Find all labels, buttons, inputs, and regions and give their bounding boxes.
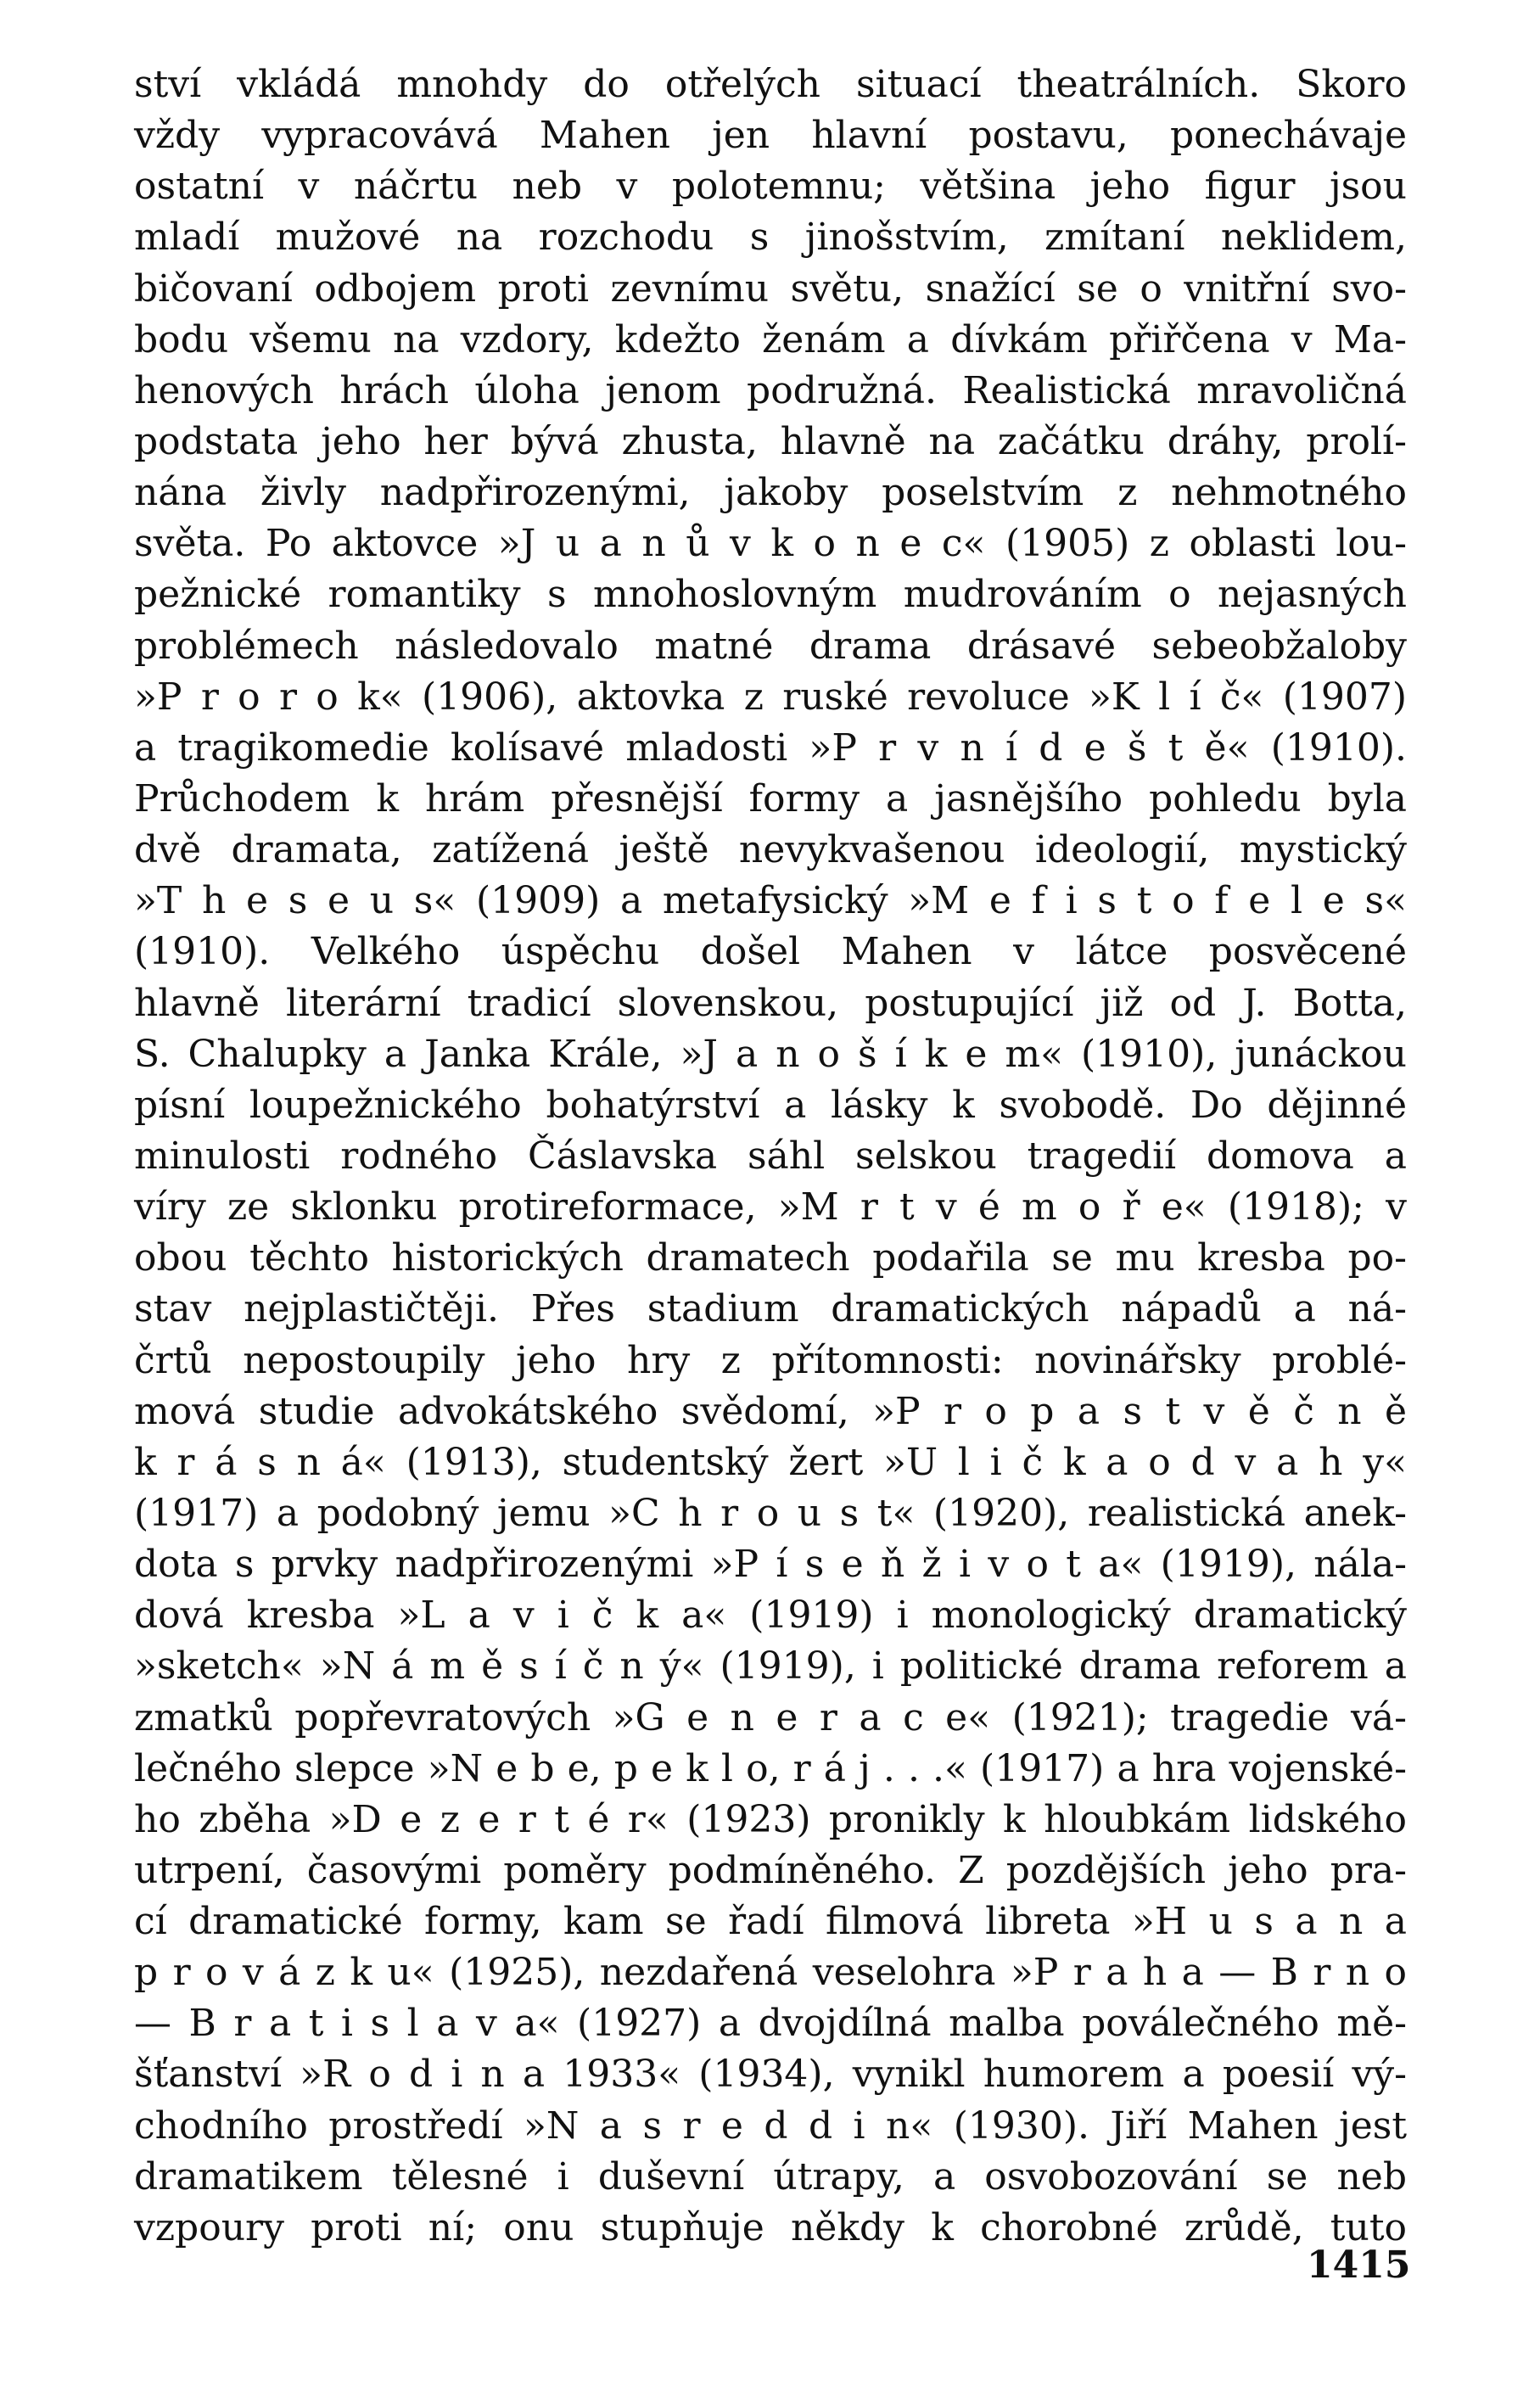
text-line: — B r a t i s l a v a« (1927) a dvojdílná malba poválečného mě- <box>134 2002 1407 2046</box>
text-line: k r á s n á« (1913), studentský žert »U l i č k a o d v a h y« <box>134 1440 1407 1484</box>
text-line: stav nejplastičtěji. Přes stadium dramatických nápadů a ná- <box>134 1287 1407 1331</box>
text-line: bičovaní odbojem proti zevnímu světu, snažící se o vnitřní svo- <box>134 266 1407 311</box>
text-line: šťanství »R o d i n a 1933« (1934), vynikl humorem a poesií vý- <box>134 2053 1407 2097</box>
text-line: zmatků popřevratových »G e n e r a c e« (1921); tragedie vá- <box>134 1695 1407 1739</box>
text-line: črtů nepostoupily jeho hry z přítomnosti: novinářsky problé- <box>134 1338 1407 1382</box>
text-line: vždy vypracovává Mahen jen hlavní postavu, ponechávaje <box>134 114 1407 158</box>
text-line: »T h e s e u s« (1909) a metafysický »M e f i s t o f e l e s« <box>134 879 1407 923</box>
text-line: chodního prostředí »N a s r e d d i n« (1930). Jiří Mahen jest <box>134 2103 1407 2148</box>
text-line: dvě dramata, zatížená ještě nevykvašenou ideologií, mystický <box>134 828 1407 872</box>
text-line: Průchodem k hrám přesnější formy a jasnějšího pohledu byla <box>134 776 1407 821</box>
text-line: ostatní v náčrtu neb v polotemnu; většina jeho figur jsou <box>134 165 1407 209</box>
text-line: ho zběha »D e z e r t é r« (1923) pronikly k hloubkám lidského <box>134 1797 1407 1841</box>
text-line: bodu všemu na vzdory, kdežto ženám a dívkám přiřčena v Ma- <box>134 317 1407 361</box>
text-line: minulosti rodného Čáslavska sáhl selskou tragedií domova a <box>134 1134 1407 1178</box>
text-line: nána živly nadpřirozenými, jakoby poselstvím z nehmotného <box>134 471 1407 515</box>
text-line: lečného slepce »N e b e, p e k l o, r á j . . .« (1917) a hra vojenské- <box>134 1746 1407 1790</box>
text-line: utrpení, časovými poměry podmíněného. Z pozdějších jeho pra- <box>134 1848 1407 1892</box>
text-line: »sketch« »N á m ě s í č n ý« (1919), i politické drama reforem a <box>134 1644 1407 1689</box>
text-line: víry ze sklonku protireformace, »M r t v é m o ř e« (1918); v <box>134 1185 1407 1230</box>
text-line: písní loupežnického bohatýrství a lásky k svobodě. Do dějinné <box>134 1083 1407 1127</box>
text-line: S. Chalupky a Janka Krále, »J a n o š í k e m« (1910), junáckou <box>134 1032 1407 1076</box>
page-number: 1415 <box>1307 2243 1411 2287</box>
text-line: podstata jeho her bývá zhusta, hlavně na začátku dráhy, prolí- <box>134 419 1407 463</box>
text-line: obou těchto historických dramatech podařila se mu kresba po- <box>134 1236 1407 1280</box>
text-line: dramatikem tělesné i duševní útrapy, a osvobozování se neb <box>134 2154 1407 2199</box>
text-line: (1917) a podobný jemu »C h r o u s t« (1920), realistická anek- <box>134 1491 1407 1535</box>
text-line: cí dramatické formy, kam se řadí filmová libreta »H u s a n a <box>134 1900 1407 1944</box>
text-line: p r o v á z k u« (1925), nezdařená veselohra »P r a h a — B r n o <box>134 1951 1407 1995</box>
text-line: vzpoury proti ní; onu stupňuje někdy k chorobné zrůdě, tuto <box>134 2205 1407 2249</box>
text-line: dota s prvky nadpřirozenými »P í s e ň ž i v o t a« (1919), nála- <box>134 1543 1407 1587</box>
text-line: světa. Po aktovce »J u a n ů v k o n e c« (1905) z oblasti lou- <box>134 522 1407 566</box>
body-text <box>134 59 1407 2254</box>
text-line: dová kresba »L a v i č k a« (1919) i monologický dramatický <box>134 1594 1407 1638</box>
text-line: ství vkládá mnohdy do otřelých situací theatrálních. Skoro <box>134 63 1407 106</box>
text-line: mová studie advokátského svědomí, »P r o p a s t v ě č n ě <box>134 1389 1407 1433</box>
text-line: problémech následovalo matné drama drásavé sebeobžaloby <box>134 624 1407 668</box>
text-line: (1910). Velkého úspěchu došel Mahen v látce posvěcené <box>134 930 1407 974</box>
text-line: hlavně literární tradicí slovenskou, postupující již od J. Botta, <box>134 981 1407 1025</box>
text-line: pežnické romantiky s mnohoslovným mudrováním o nejasných <box>134 573 1407 617</box>
text-line: henových hrách úloha jenom podružná. Realistická mravoličná <box>134 368 1407 412</box>
text-line: »P r o r o k« (1906), aktovka z ruské revoluce »K l í č« (1907) <box>134 675 1407 719</box>
text-line: a tragikomedie kolísavé mladosti »P r v n í d e š t ě« (1910). <box>134 725 1407 770</box>
text-line: mladí mužové na rozchodu s jinošstvím, zmítaní neklidem, <box>134 216 1407 260</box>
